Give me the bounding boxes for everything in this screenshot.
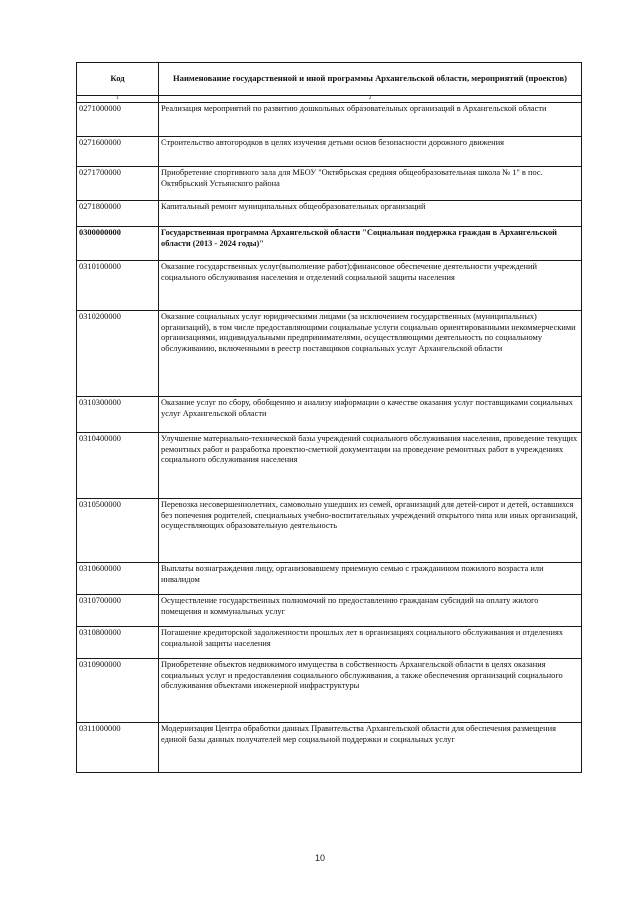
- table-row: [77, 311, 582, 397]
- row-code: 0311000000: [77, 723, 159, 773]
- row-code: 0310200000: [77, 311, 159, 397]
- table-row: [77, 227, 582, 261]
- row-code: 0271700000: [77, 167, 159, 201]
- row-name: Государственная программа Архангельской области "Социальная поддержка граждан в Архангельской области (2013 - 2024 годы)": [159, 227, 582, 261]
- table-row: [77, 499, 582, 563]
- row-name: Улучшение материально-технической базы учреждений социального обслуживания населения, проведение текущих ремонтных работ и разработка проектно-сметной документации на проведение ремонтных работ в учреждениях социального обслуживания населения: [159, 433, 582, 499]
- row-name: Приобретение спортивного зала для МБОУ "Октябрьская средняя общеобразовательная школа № 1" в пос. Октябрьский Устьянского района: [159, 167, 582, 201]
- row-code: 0310400000: [77, 433, 159, 499]
- column-number-1: 1: [77, 96, 159, 103]
- row-name: Оказание государственных услуг(выполнение работ);финансовое обеспечение деятельности учреждений социального обслуживания населения и отделений социальной защиты населения: [159, 261, 582, 311]
- table-row: [77, 261, 582, 311]
- program-codes-table: [76, 62, 582, 773]
- table-row: [77, 659, 582, 723]
- column-number-2: 2: [159, 96, 582, 103]
- row-code: 0271800000: [77, 201, 159, 227]
- row-name: Осуществление государственных полномочий по предоставлению гражданам субсидий на оплату жилого помещения и коммунальных услуг: [159, 595, 582, 627]
- row-name: Реализация мероприятий по развитию дошкольных образовательных организаций в Архангельской области: [159, 103, 582, 137]
- table-row: [77, 433, 582, 499]
- table-row: [77, 595, 582, 627]
- row-name: Модернизация Центра обработки данных Правительства Архангельской области для обеспечения размещения единой базы данных получателей мер социальной поддержки и социальных услуг: [159, 723, 582, 773]
- row-code: 0310900000: [77, 659, 159, 723]
- row-code: 0271000000: [77, 103, 159, 137]
- row-name: Выплаты вознаграждения лицу, организовавшему приемную семью с гражданином пожилого возраста или инвалидом: [159, 563, 582, 595]
- row-code: 0310800000: [77, 627, 159, 659]
- table-row: [77, 201, 582, 227]
- row-name: Погашение кредиторской задолженности прошлых лет в организациях социального обслуживания и отделениях социальной защиты населения: [159, 627, 582, 659]
- page-number: 10: [314, 853, 325, 863]
- row-code: 0310500000: [77, 499, 159, 563]
- table-row: [77, 723, 582, 773]
- table-header-row: [77, 63, 582, 96]
- column-number-row: [77, 96, 582, 103]
- table-row: [77, 137, 582, 167]
- row-name: Оказание услуг по сбору, обобщению и анализу информации о качестве оказания услуг поставщиками социальных услуг Архангельской области: [159, 397, 582, 433]
- row-code: 0310300000: [77, 397, 159, 433]
- row-name: Капитальный ремонт муниципальных общеобразовательных организаций: [159, 201, 582, 227]
- table-row: [77, 167, 582, 201]
- row-name: Приобретение объектов недвижимого имущества в собственность Архангельской области в целях оказания социальных услуг и предоставления социального обслуживания, а также обеспечения организаций социального обслуживания объектами инженерной инфраструктуры: [159, 659, 582, 723]
- table-row: [77, 103, 582, 137]
- row-code: 0300000000: [77, 227, 159, 261]
- row-code: 0310100000: [77, 261, 159, 311]
- row-code: 0310600000: [77, 563, 159, 595]
- row-code: 0271600000: [77, 137, 159, 167]
- table-row: [77, 627, 582, 659]
- row-name: Строительство автогородков в целях изучения детьми основ безопасности дорожного движения: [159, 137, 582, 167]
- row-name: Перевозка несовершеннолетних, самовольно ушедших из семей, организаций для детей-сирот и детей, оставшихся без попечения родителей, специальных учебно-воспитательных учреждений открытого типа или иных организаций, осуществляющих образовательную деятельность: [159, 499, 582, 563]
- table-row: [77, 397, 582, 433]
- header-code: Код: [77, 63, 159, 96]
- row-name: Оказание социальных услуг юридическими лицами (за исключением государственных (муниципальных) организаций), в том числе предоставляющими социальные услуги социально ориентированными некоммерческими организациями, индивидуальными предпринимателями, осуществляющими деятельность по социальному обслуживанию, включенными в реестр поставщиков социальных услуг Архангельской области: [159, 311, 582, 397]
- header-name: Наименование государственной и иной программы Архангельской области, мероприятий (проектов): [159, 63, 582, 96]
- table-row: [77, 563, 582, 595]
- row-code: 0310700000: [77, 595, 159, 627]
